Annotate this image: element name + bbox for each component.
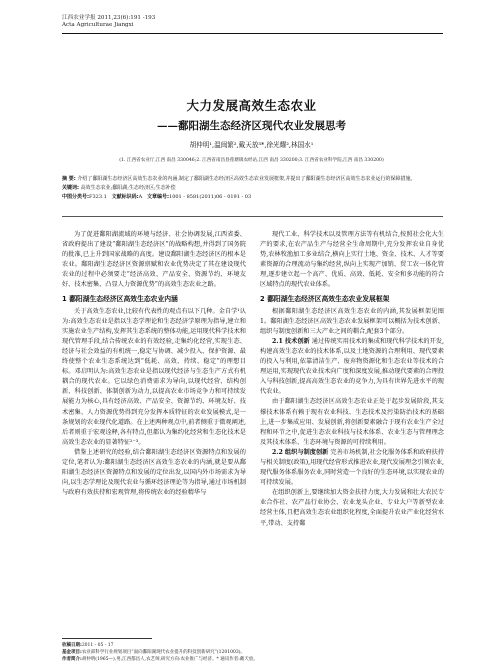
section-1-paragraph-2: 借鉴上述研究的经验,结合鄱阳湖生态经济区资源特点和发展的定位,笔者认为:鄱阳湖生态经济区高效生态农业的内涵,就是要从鄱阳湖生态经济区资源特点和发展的定位出发,以国内外市场需求为导向,以生态学理论及现代农业与循环经济理论等为指导,通过市场机制与政府有效扶持和宏观管理,将传统农业的经验精华与 — [62, 448, 246, 497]
footnotes — [62, 642, 442, 664]
received-value: 2011 - 05 - 17 — [81, 643, 114, 648]
footnote-rule — [62, 638, 152, 639]
author-bio-label: 作者简介: — [62, 657, 82, 663]
intro-paragraph: 为了促进鄱阳湖流域的环境与经济、社会协调发展,江西省委、省政府提出了建设“鄱阳湖生态经济区”的战略构想,并得到了国务院的批准,已上升到国家战略的高度。建设鄱阳湖生态经济区的根本是农业。鄱阳湖生态经济区资源禀赋和农业优势决定了其在建设现代农业的过程中必须要走“经济高效、产品安全、资源节约、环境友好、技术密集、凸显人力资源优势”的高效生态农业之路。 — [62, 231, 246, 289]
section-2-heading: 2 鄱阳湖生态经济区高效生态农业发展框架 — [260, 294, 390, 303]
fund-label: 基金项目: — [62, 650, 82, 656]
section-2-2-text: 完善市场机制,社会化服务体系和政府扶持与相关制度(政策),用现代经营形式推进农业,现代发展理念引领农业,现代服务体系服务农业,同时营造一个良好的生态环境,以实现农业的可持续发展。 — [260, 448, 445, 487]
received-date — [62, 642, 442, 649]
affiliations: (1. 江西省农业厅,江西 南昌 330046;2. 江西省南昌县莲塘镇农经站,江西 南昌 330200;3. 江西省农业科学院,江西 南昌 330200) — [119, 158, 384, 163]
abstract-label: 摘 要: — [62, 176, 76, 182]
author-bio-value: 胡仲明(1965—),男,江西都昌人,农艺师,研究方向:农业推广与经济。* 通讯作者:戴天放。 — [81, 657, 258, 663]
section-2-2-heading: 2.2 组织与制度创新 — [272, 448, 329, 456]
section-2-paragraph-1: 根据鄱阳湖生态经济区高效生态农业的内涵,其发展框架见图1。鄱阳湖生态经济区高效生态农业发展框架可以概括为技术创新、组织与制度创新和三大产业之间的耦合,配套3个部分。 — [260, 307, 444, 335]
continued-paragraph: 现代工业、科学技术以及管理方法等有机结合,按照社会化大生产的要求,在农产品生产与经营全生命周期中,充分发挥农业自身优势,农林牧渔加工多业结合,横向上实行土地、资金、技术、人才等要素资源的合理流动与集约经营,纵向上实现产加销、贸工农一体化管理,逐步建立起一个高产、优质、高效、低耗、安全和多功能的符合区域特点的现代农业体系。 — [260, 231, 444, 289]
paper-subtitle: ——鄱阳湖生态经济区现代农业发展思考 — [157, 120, 346, 132]
section-2-1-heading: 2.1 技术创新 — [272, 337, 310, 345]
abstract-rule — [62, 216, 443, 217]
journal-header — [62, 15, 155, 29]
header-rule — [62, 33, 443, 34]
keywords — [62, 184, 442, 193]
fund-value: 农业部科学行业规划项目“面向鄱阳湖现代农业提升的科技创新研究”(1201003)。 — [81, 650, 245, 656]
section-1-paragraph-1: 关于高效生态农业,比较有代表性的观点有以下几种。金自学¹认为:高效生态农业是指以生态学理论和生态经济学原理为指导,建立和实施农业生产结构,发挥其生态系统的整体功能,运用现代科学技术和现代管理手段,结合传统农业的有效经验,走集约化经营,实现生态、经济与社会效益的有机统一,稳定与协调、减少投入、保护资源、最终使整个农业生态系统达到“低耗、高效、持续、稳定”的理想目标。邓启明认为:高效生态农业是指以现代经济与生态生产方式有机耦合的现代农业。它以绿色消费需求为导向,以现代经营、结构创新、科技创新、体制创新为动力,以提高农业市场竞争力和可持续发展能力为核心,具有经济高效、产品安全、资源节约、环境友好、技术密集、人力资源优势得到充分发挥本质特征的农业发展模式,是一条规划的农业现代化道路。在上述两种观点中,前者侧重于微观阐述,后者则重于宏观诠释,各有特点,但都认为集约化经营和生态化技术是高效生态农业的显著特征²⁻³。 — [62, 307, 246, 446]
section-2-1-text: 通过传统实用技术的集成和现代科学技术的开发,构建高效生态农业的技术体系,以及土地资源的合理利用、现代要素的投入与利用,依靠清洁生产、废弃物资源化和生态农业等技术的合理运用,实现现代农业技术向广度和深度发展,推动现代要素的合理投入与科技创新,提高高效生态农业的竞争力,为具有世界先进水平的现代农业。 — [260, 337, 445, 396]
section-2-1-paragraph-2: 由于鄱阳湖生态经济区高效生态农业正处于起步发展阶段,其支撑技术体系有赖于现有农业科技、生态技术及污染防治技术的基础上,进一步集成应用、发展创新,将创新要素融合于现有农业生产全过程和环节之中,促进生态农业科技与技术体系、农业生态与管理理念及其技术体系、生态环境与资源的可持续利用。 — [260, 398, 444, 446]
journal-citation: 江西农业学报 2011,23(6):191 -193 — [62, 15, 156, 21]
section-2-2-paragraph — [260, 448, 444, 488]
classification-line — [62, 193, 442, 202]
clc-label: 中图分类号: — [62, 194, 90, 200]
keywords-label: 关键词: — [62, 185, 79, 191]
right-column — [260, 230, 444, 529]
article-id-value: 1001 - 8581(2011)06 - 0191 - 03 — [169, 194, 252, 200]
fund-info — [62, 649, 442, 656]
article-id-label: 文章编号: — [147, 194, 170, 200]
clc-value: F323.1 — [89, 194, 107, 200]
paper-title: 大力发展高效生态农业 — [186, 98, 317, 113]
journal-name-en: Acta Agriculturae Jiangxi — [62, 22, 134, 28]
keywords-text: 高效生态农业;鄱阳湖;生态经济区;生态补偿 — [80, 185, 176, 191]
abstract — [62, 175, 442, 184]
section-1-heading: 1 鄱阳湖生态经济区高效生态农业内涵 — [62, 294, 178, 303]
abstract-block — [62, 175, 442, 202]
doc-code-value: A — [138, 194, 143, 200]
abstract-text: 介绍了鄱阳湖生态经济区高效生态农业的内涵,制定了鄱阳湖生态经济区高效生态农业发展框架,并提出了鄱阳湖生态经济区高效生态农业运行的保障措施。 — [77, 176, 416, 182]
doc-code-label: 文献标识码: — [111, 194, 139, 200]
received-label: 收稿日期: — [62, 643, 82, 648]
section-2-1-paragraph — [260, 337, 444, 398]
left-column — [62, 230, 246, 498]
author-bio — [62, 656, 442, 663]
author-list: 胡仲明¹,温闽繁²,戴天放³*,徐光耀²,林国水¹ — [189, 141, 314, 149]
section-2-2-paragraph-2: 在组织创新上,要继续加大资金扶持力度,大力发展和壮大农民专业合作社、农产品行业协会、农业龙头企业、专业大户等新型农业经营主体,且把高效生态农业组织化程度,全面提升农业产业化经营水平,带动、支持鄱 — [260, 489, 444, 527]
